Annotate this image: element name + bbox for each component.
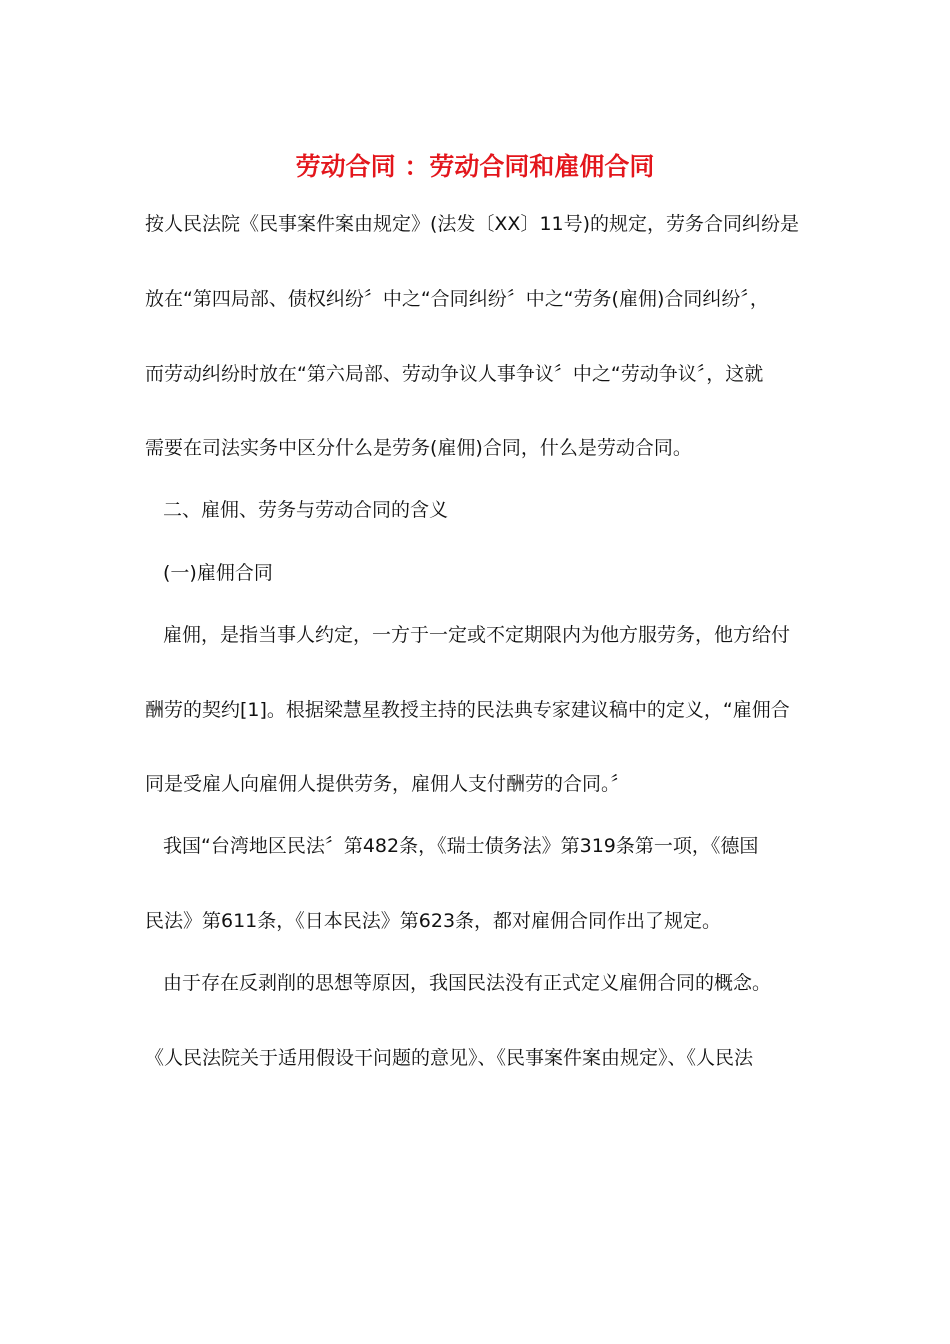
paragraph-3-line-1: 我国“台湾地区民法〞第482条，《瑞士债务法》第319条第一项，《德国 <box>163 835 759 857</box>
subsection-heading-1: (一)雇佣合同 <box>163 562 273 584</box>
paragraph-2-line-2: 酬劳的契约[1]。根据梁慧星教授主持的民法典专家建议稿中的定义，“雇佣合 <box>145 699 790 721</box>
paragraph-2-line-3: 同是受雇人向雇佣人提供劳务，雇佣人支付酬劳的合同。〞 <box>145 773 630 795</box>
paragraph-1-line-2: 放在“第四局部、债权纠纷〞中之“合同纠纷〞中之“劳务(雇佣)合同纠纷〞， <box>145 288 769 310</box>
paragraph-3-line-2: 民法》第611条，《日本民法》第623条，都对雇佣合同作出了规定。 <box>145 910 722 932</box>
paragraph-4: 由于存在反剥削的思想等原因，我国民法没有正式定义雇佣合同的概念。 <box>163 972 772 994</box>
paragraph-1-line-1: 按人民法院《民事案件案由规定》(法发〔XX〕11号)的规定，劳务合同纠纷是 <box>145 213 800 235</box>
paragraph-1-line-3: 而劳动纠纷时放在“第六局部、劳动争议人事争议〞中之“劳动争议〞，这就 <box>145 363 764 385</box>
paragraph-5-line-1: 《人民法院关于适用假设干问题的意见》、《民事案件案由规定》、《人民法 <box>145 1047 754 1069</box>
document-title: 劳动合同 ：劳动合同和雇佣合同 <box>295 152 655 181</box>
paragraph-2-line-1: 雇佣，是指当事人约定，一方于一定或不定期限内为他方服劳务，他方给付 <box>163 624 791 646</box>
paragraph-1-line-4: 需要在司法实务中区分什么是劳务(雇佣)合同，什么是劳动合同。 <box>145 437 692 459</box>
section-heading-2: 二、雇佣、劳务与劳动合同的含义 <box>163 499 449 521</box>
